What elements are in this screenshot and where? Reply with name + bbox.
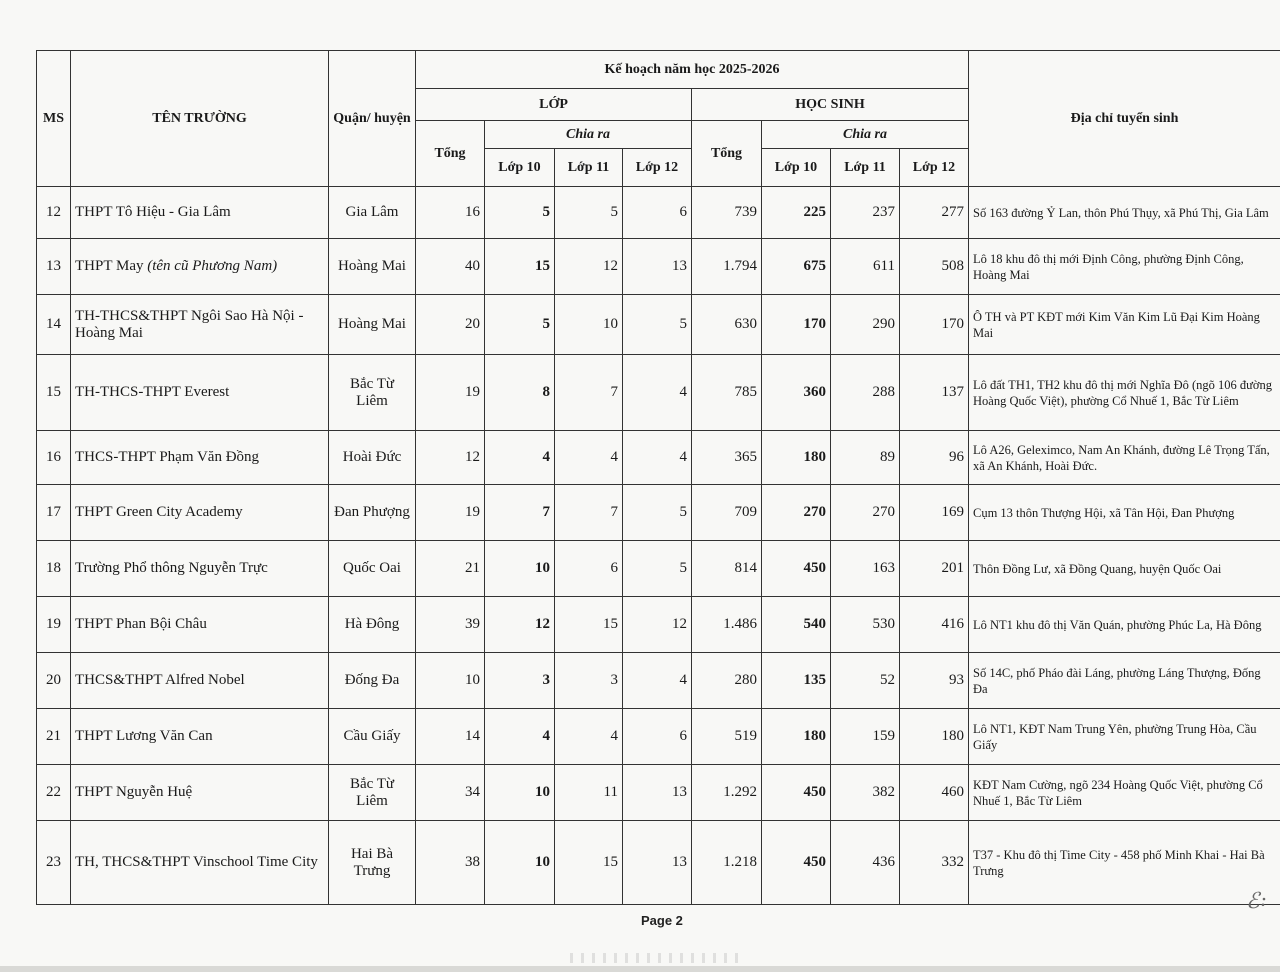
school-name-text: THCS&THPT Alfred Nobel bbox=[75, 672, 245, 688]
table-row bbox=[37, 765, 1280, 821]
table-row bbox=[37, 709, 1280, 765]
scan-edge bbox=[0, 966, 1280, 972]
school-name-text: THPT Nguyễn Huệ bbox=[75, 784, 193, 800]
row-classes-grade11: 11 bbox=[555, 765, 623, 821]
row-students-total: 280 bbox=[692, 653, 762, 709]
former-name-note: (tên cũ Phương Nam) bbox=[147, 258, 278, 274]
row-students-grade10: 360 bbox=[762, 355, 831, 431]
header-students: HỌC SINH bbox=[692, 89, 969, 121]
row-students-grade10: 450 bbox=[762, 541, 831, 597]
row-classes-grade10: 4 bbox=[485, 709, 555, 765]
row-address: Thôn Đồng Lư, xã Đồng Quang, huyện Quốc Oai bbox=[969, 541, 1280, 597]
row-students-grade10: 225 bbox=[762, 187, 831, 239]
row-district: Đống Đa bbox=[329, 653, 416, 709]
row-students-total: 365 bbox=[692, 431, 762, 485]
row-school-name bbox=[71, 187, 329, 239]
row-classes-grade10: 7 bbox=[485, 485, 555, 541]
row-address: Số 163 đường Ỷ Lan, thôn Phú Thụy, xã Phú Thị, Gia Lâm bbox=[969, 187, 1280, 239]
table-row bbox=[37, 541, 1280, 597]
row-students-total: 1.292 bbox=[692, 765, 762, 821]
row-students-grade12: 277 bbox=[900, 187, 969, 239]
row-students-grade10: 180 bbox=[762, 431, 831, 485]
row-students-total: 814 bbox=[692, 541, 762, 597]
row-students-grade11: 270 bbox=[831, 485, 900, 541]
row-students-total: 1.218 bbox=[692, 821, 762, 905]
table-row bbox=[37, 295, 1280, 355]
school-name-text: THPT May bbox=[75, 258, 144, 274]
row-address: Lô NT1, KĐT Nam Trung Yên, phường Trung Hòa, Cầu Giấy bbox=[969, 709, 1280, 765]
header-students-grade10: Lớp 10 bbox=[762, 149, 831, 187]
row-students-grade11: 288 bbox=[831, 355, 900, 431]
row-students-grade12: 96 bbox=[900, 431, 969, 485]
row-school-name bbox=[71, 541, 329, 597]
row-classes-grade11: 4 bbox=[555, 709, 623, 765]
table-row bbox=[37, 597, 1280, 653]
row-classes-grade10: 8 bbox=[485, 355, 555, 431]
row-students-grade11: 163 bbox=[831, 541, 900, 597]
school-name-text: TH, THCS&THPT Vinschool Time City bbox=[75, 854, 318, 870]
row-classes-grade12: 13 bbox=[623, 239, 692, 295]
school-name-text: TH-THCS-THPT Everest bbox=[75, 384, 230, 400]
row-classes-grade10: 10 bbox=[485, 765, 555, 821]
row-classes-grade10: 4 bbox=[485, 431, 555, 485]
row-ms: 18 bbox=[37, 541, 71, 597]
table-row bbox=[37, 239, 1280, 295]
row-district: Quốc Oai bbox=[329, 541, 416, 597]
row-classes-grade10: 5 bbox=[485, 187, 555, 239]
school-name-text: THPT Phan Bội Châu bbox=[75, 616, 207, 632]
row-students-total: 519 bbox=[692, 709, 762, 765]
table-row bbox=[37, 821, 1280, 905]
row-classes-grade10: 10 bbox=[485, 821, 555, 905]
row-ms: 17 bbox=[37, 485, 71, 541]
school-name-text: THPT Green City Academy bbox=[75, 504, 243, 520]
row-students-grade11: 237 bbox=[831, 187, 900, 239]
table-row bbox=[37, 355, 1280, 431]
row-classes-grade11: 5 bbox=[555, 187, 623, 239]
row-classes-total: 39 bbox=[416, 597, 485, 653]
row-address: Lô 18 khu đô thị mới Định Công, phường Định Công, Hoàng Mai bbox=[969, 239, 1280, 295]
row-ms: 22 bbox=[37, 765, 71, 821]
row-district: Hà Đông bbox=[329, 597, 416, 653]
row-classes-total: 34 bbox=[416, 765, 485, 821]
row-ms: 19 bbox=[37, 597, 71, 653]
row-students-total: 630 bbox=[692, 295, 762, 355]
row-classes-grade12: 6 bbox=[623, 187, 692, 239]
row-classes-grade11: 6 bbox=[555, 541, 623, 597]
header-classes-total: Tổng bbox=[416, 121, 485, 187]
row-classes-grade12: 4 bbox=[623, 431, 692, 485]
row-students-grade12: 416 bbox=[900, 597, 969, 653]
header-classes-grade12: Lớp 12 bbox=[623, 149, 692, 187]
row-address: KĐT Nam Cường, ngõ 234 Hoàng Quốc Việt, phường Cổ Nhuế 1, Bắc Từ Liêm bbox=[969, 765, 1280, 821]
row-district: Hoàng Mai bbox=[329, 239, 416, 295]
scan-smudge bbox=[570, 953, 740, 963]
row-students-grade10: 450 bbox=[762, 821, 831, 905]
row-students-grade11: 611 bbox=[831, 239, 900, 295]
row-classes-grade10: 10 bbox=[485, 541, 555, 597]
row-ms: 23 bbox=[37, 821, 71, 905]
row-students-grade12: 137 bbox=[900, 355, 969, 431]
row-address: Lô A26, Geleximco, Nam An Khánh, đường Lê Trọng Tấn, xã An Khánh, Hoài Đức. bbox=[969, 431, 1280, 485]
row-classes-grade12: 5 bbox=[623, 541, 692, 597]
row-classes-grade12: 6 bbox=[623, 709, 692, 765]
row-classes-total: 20 bbox=[416, 295, 485, 355]
row-students-grade11: 530 bbox=[831, 597, 900, 653]
row-classes-total: 19 bbox=[416, 485, 485, 541]
row-classes-grade11: 12 bbox=[555, 239, 623, 295]
row-students-total: 1.486 bbox=[692, 597, 762, 653]
row-ms: 13 bbox=[37, 239, 71, 295]
row-classes-grade12: 4 bbox=[623, 653, 692, 709]
row-district: Gia Lâm bbox=[329, 187, 416, 239]
row-ms: 12 bbox=[37, 187, 71, 239]
table-row bbox=[37, 431, 1280, 485]
row-classes-grade10: 15 bbox=[485, 239, 555, 295]
row-classes-grade11: 4 bbox=[555, 431, 623, 485]
school-name-text: Trường Phổ thông Nguyễn Trực bbox=[75, 560, 268, 576]
row-classes-total: 19 bbox=[416, 355, 485, 431]
row-students-grade11: 290 bbox=[831, 295, 900, 355]
row-school-name bbox=[71, 355, 329, 431]
row-students-total: 785 bbox=[692, 355, 762, 431]
row-classes-grade12: 5 bbox=[623, 485, 692, 541]
table-row bbox=[37, 653, 1280, 709]
row-district: Bắc Từ Liêm bbox=[329, 355, 416, 431]
row-students-grade11: 382 bbox=[831, 765, 900, 821]
row-school-name bbox=[71, 431, 329, 485]
row-students-grade11: 89 bbox=[831, 431, 900, 485]
table-row bbox=[37, 485, 1280, 541]
row-school-name bbox=[71, 597, 329, 653]
row-students-grade12: 508 bbox=[900, 239, 969, 295]
row-students-grade10: 135 bbox=[762, 653, 831, 709]
row-students-grade12: 180 bbox=[900, 709, 969, 765]
row-classes-grade11: 15 bbox=[555, 597, 623, 653]
header-address: Địa chỉ tuyển sinh bbox=[969, 51, 1280, 187]
row-school-name bbox=[71, 709, 329, 765]
row-address: T37 - Khu đô thị Time City - 458 phố Minh Khai - Hai Bà Trưng bbox=[969, 821, 1280, 905]
header-students-grade12: Lớp 12 bbox=[900, 149, 969, 187]
header-classes-grade11: Lớp 11 bbox=[555, 149, 623, 187]
row-district: Đan Phượng bbox=[329, 485, 416, 541]
header-students-grade11: Lớp 11 bbox=[831, 149, 900, 187]
row-classes-grade11: 7 bbox=[555, 355, 623, 431]
row-district: Hai Bà Trưng bbox=[329, 821, 416, 905]
header-school-name: TÊN TRƯỜNG bbox=[71, 51, 329, 187]
row-classes-grade12: 4 bbox=[623, 355, 692, 431]
signature-mark: ℰ꞉ bbox=[1246, 888, 1267, 913]
row-students-grade12: 201 bbox=[900, 541, 969, 597]
row-students-grade10: 270 bbox=[762, 485, 831, 541]
row-students-grade12: 332 bbox=[900, 821, 969, 905]
header-classes: LỚP bbox=[416, 89, 692, 121]
school-name-text: THPT Tô Hiệu - Gia Lâm bbox=[75, 204, 231, 220]
row-classes-grade11: 15 bbox=[555, 821, 623, 905]
row-classes-total: 12 bbox=[416, 431, 485, 485]
row-students-total: 739 bbox=[692, 187, 762, 239]
school-name-text: THCS-THPT Phạm Văn Đồng bbox=[75, 449, 260, 465]
row-classes-grade10: 12 bbox=[485, 597, 555, 653]
row-school-name bbox=[71, 765, 329, 821]
row-classes-grade12: 5 bbox=[623, 295, 692, 355]
row-classes-grade11: 7 bbox=[555, 485, 623, 541]
row-classes-total: 16 bbox=[416, 187, 485, 239]
row-school-name bbox=[71, 821, 329, 905]
row-classes-grade12: 13 bbox=[623, 765, 692, 821]
header-ms: MS bbox=[37, 51, 71, 187]
header-district: Quận/ huyện bbox=[329, 51, 416, 187]
page-number: Page 2 bbox=[641, 913, 683, 928]
row-ms: 20 bbox=[37, 653, 71, 709]
header-students-total: Tổng bbox=[692, 121, 762, 187]
row-students-grade10: 180 bbox=[762, 709, 831, 765]
admission-plan-table bbox=[36, 50, 1280, 905]
row-classes-total: 40 bbox=[416, 239, 485, 295]
header-plan: Kế hoạch năm học 2025-2026 bbox=[416, 51, 969, 89]
row-ms: 16 bbox=[37, 431, 71, 485]
row-classes-total: 10 bbox=[416, 653, 485, 709]
row-students-grade10: 675 bbox=[762, 239, 831, 295]
row-address: Ô TH và PT KĐT mới Kim Văn Kim Lũ Đại Kim Hoàng Mai bbox=[969, 295, 1280, 355]
row-classes-grade12: 13 bbox=[623, 821, 692, 905]
row-classes-grade12: 12 bbox=[623, 597, 692, 653]
row-classes-total: 38 bbox=[416, 821, 485, 905]
row-school-name bbox=[71, 653, 329, 709]
row-students-grade10: 540 bbox=[762, 597, 831, 653]
header-classes-breakdown: Chia ra bbox=[485, 121, 692, 149]
row-ms: 15 bbox=[37, 355, 71, 431]
row-students-grade12: 169 bbox=[900, 485, 969, 541]
row-school-name bbox=[71, 485, 329, 541]
row-address: Cụm 13 thôn Thượng Hội, xã Tân Hội, Đan Phượng bbox=[969, 485, 1280, 541]
table-row bbox=[37, 187, 1280, 239]
row-address: Lô đất TH1, TH2 khu đô thị mới Nghĩa Đô (ngõ 106 đường Hoàng Quốc Việt), phường Cổ Nhuế 1, Bắc Từ Liêm bbox=[969, 355, 1280, 431]
row-address: Lô NT1 khu đô thị Văn Quán, phường Phúc La, Hà Đông bbox=[969, 597, 1280, 653]
row-students-grade11: 159 bbox=[831, 709, 900, 765]
row-students-total: 709 bbox=[692, 485, 762, 541]
row-ms: 21 bbox=[37, 709, 71, 765]
row-classes-grade10: 3 bbox=[485, 653, 555, 709]
row-address: Số 14C, phố Pháo đài Láng, phường Láng Thượng, Đống Đa bbox=[969, 653, 1280, 709]
row-classes-grade11: 3 bbox=[555, 653, 623, 709]
row-classes-grade10: 5 bbox=[485, 295, 555, 355]
row-district: Bắc Từ Liêm bbox=[329, 765, 416, 821]
row-district: Cầu Giấy bbox=[329, 709, 416, 765]
row-students-grade10: 170 bbox=[762, 295, 831, 355]
row-students-grade11: 436 bbox=[831, 821, 900, 905]
row-district: Hoài Đức bbox=[329, 431, 416, 485]
row-students-grade12: 93 bbox=[900, 653, 969, 709]
row-students-total: 1.794 bbox=[692, 239, 762, 295]
school-name-text: THPT Lương Văn Can bbox=[75, 728, 213, 744]
row-classes-total: 14 bbox=[416, 709, 485, 765]
row-students-grade12: 170 bbox=[900, 295, 969, 355]
row-school-name bbox=[71, 295, 329, 355]
row-students-grade10: 450 bbox=[762, 765, 831, 821]
row-classes-total: 21 bbox=[416, 541, 485, 597]
header-students-breakdown: Chia ra bbox=[762, 121, 969, 149]
row-district: Hoàng Mai bbox=[329, 295, 416, 355]
row-students-grade11: 52 bbox=[831, 653, 900, 709]
school-name-text: TH-THCS&THPT Ngôi Sao Hà Nội - Hoàng Mai bbox=[75, 307, 304, 341]
row-classes-grade11: 10 bbox=[555, 295, 623, 355]
row-ms: 14 bbox=[37, 295, 71, 355]
table-body bbox=[37, 187, 1280, 905]
header-classes-grade10: Lớp 10 bbox=[485, 149, 555, 187]
row-school-name bbox=[71, 239, 329, 295]
row-students-grade12: 460 bbox=[900, 765, 969, 821]
